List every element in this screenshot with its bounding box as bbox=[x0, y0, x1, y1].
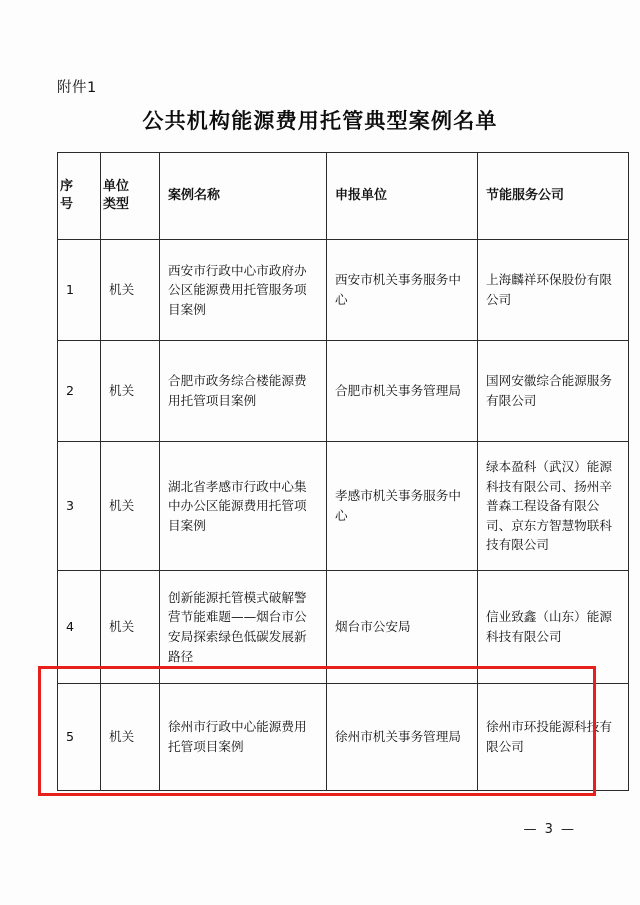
table-header-row bbox=[58, 153, 629, 240]
cell-index: 1 bbox=[58, 240, 101, 341]
cell-unit-type: 机关 bbox=[101, 240, 160, 341]
cell-applicant: 烟台市公安局 bbox=[327, 571, 478, 684]
column-header-case-name: 案例名称 bbox=[160, 153, 327, 240]
cell-unit-type: 机关 bbox=[101, 571, 160, 684]
column-header-index-line2: 号 bbox=[60, 197, 74, 212]
cell-index: 3 bbox=[58, 442, 101, 571]
cell-service-company: 上海麟祥环保股份有限公司 bbox=[478, 240, 629, 341]
cell-case-name: 西安市行政中心市政府办公区能源费用托管服务项目案例 bbox=[160, 240, 327, 341]
column-header-index bbox=[58, 153, 101, 240]
cell-applicant: 合肥市机关事务管理局 bbox=[327, 341, 478, 442]
case-list-table bbox=[57, 152, 629, 791]
table-row bbox=[58, 442, 629, 571]
cell-service-company: 信业致鑫（山东）能源科技有限公司 bbox=[478, 571, 629, 684]
cell-index: 4 bbox=[58, 571, 101, 684]
table-header bbox=[58, 153, 629, 240]
cell-applicant: 徐州市机关事务管理局 bbox=[327, 684, 478, 791]
cell-case-name: 湖北省孝感市行政中心集中办公区能源费用托管项目案例 bbox=[160, 442, 327, 571]
page-title: 公共机构能源费用托管典型案例名单 bbox=[142, 109, 498, 133]
table-row-highlighted bbox=[58, 684, 629, 791]
table-body bbox=[58, 240, 629, 791]
column-header-applicant: 申报单位 bbox=[327, 153, 478, 240]
column-header-unit-type-line2: 类型 bbox=[103, 197, 130, 212]
page-number: — 3 — bbox=[523, 822, 576, 837]
cell-service-company: 徐州市环投能源科技有限公司 bbox=[478, 684, 629, 791]
table-row bbox=[58, 571, 629, 684]
cell-unit-type: 机关 bbox=[101, 684, 160, 791]
cell-unit-type: 机关 bbox=[101, 341, 160, 442]
column-header-index-line1: 序 bbox=[60, 178, 74, 194]
column-header-service-company: 节能服务公司 bbox=[478, 153, 629, 240]
attachment-label: 附件1 bbox=[57, 80, 97, 96]
cell-applicant: 孝感市机关事务服务中心 bbox=[327, 442, 478, 571]
case-list-table-wrapper bbox=[57, 152, 612, 791]
cell-index: 2 bbox=[58, 341, 101, 442]
cell-index: 5 bbox=[58, 684, 101, 791]
column-header-unit-type bbox=[101, 153, 160, 240]
cell-service-company: 绿本盈科（武汉）能源科技有限公司、扬州辛普森工程设备有限公司、京东方智慧物联科技有限公司 bbox=[478, 442, 629, 571]
cell-unit-type: 机关 bbox=[101, 442, 160, 571]
table-row bbox=[58, 240, 629, 341]
cell-case-name: 徐州市行政中心能源费用托管项目案例 bbox=[160, 684, 327, 791]
column-header-unit-type-line1: 单位 bbox=[103, 178, 130, 194]
table-row bbox=[58, 341, 629, 442]
cell-case-name: 创新能源托管模式破解警营节能难题——烟台市公安局探索绿色低碳发展新路径 bbox=[160, 571, 327, 684]
cell-applicant: 西安市机关事务服务中心 bbox=[327, 240, 478, 341]
cell-service-company: 国网安徽综合能源服务有限公司 bbox=[478, 341, 629, 442]
cell-case-name: 合肥市政务综合楼能源费用托管项目案例 bbox=[160, 341, 327, 442]
